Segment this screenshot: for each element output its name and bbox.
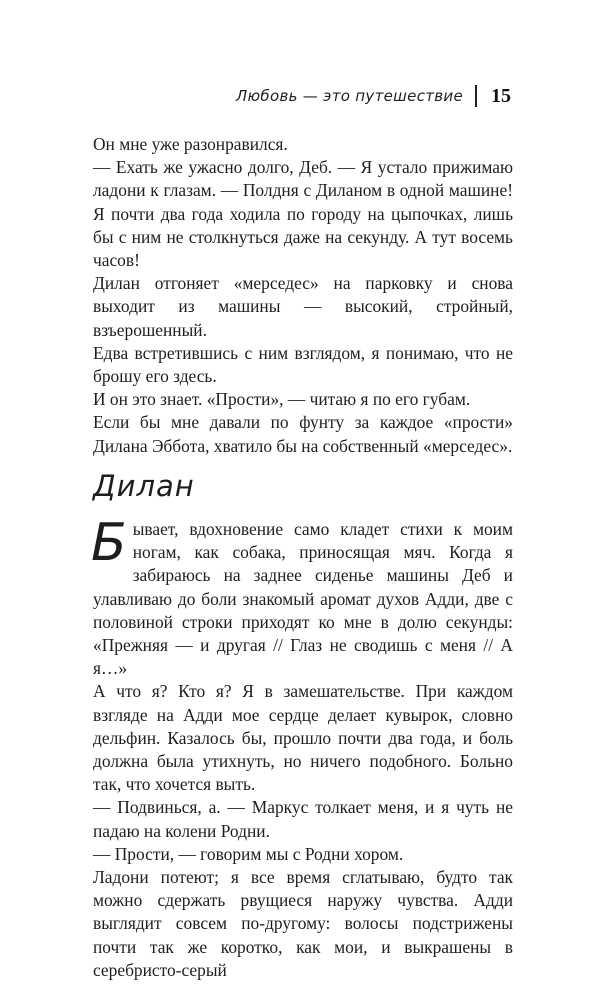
paragraph: А что я? Кто я? Я в замешательстве. При каждом взгляде на Адди мое сердце делает кувырок, словно дельфин. Казалось бы, прошло почти два года, и боль должна была утихнуть, но ничего подобного. Больно так, что хочется выть.: [93, 681, 513, 795]
header-separator: [475, 85, 477, 107]
paragraph: Дилан отгоняет «мерседес» на парковку и снова выходит из машины — высокий, стройный, взъерошенный.: [93, 273, 513, 340]
running-title: Любовь — это путешествие: [235, 87, 463, 105]
running-head: [236, 83, 511, 109]
first-paragraph: [91, 513, 513, 680]
paragraph: Едва встретившись с ним взглядом, я понимаю, что не брошу его здесь.: [93, 342, 513, 387]
paragraph: Он мне уже разонравился.: [93, 134, 288, 154]
drop-cap: Б: [91, 513, 127, 573]
first-paragraph-text: ывает, вдохновение само кладет стихи к моим ногам, как собака, приносящая мяч. Когда я забираюсь на заднее сиденье машины Деб и улавливаю до боли знакомый аромат духов Адди, две с половиной строки приходят ко мне в долю секунды: «Прежняя — и другая // Глаз не сводишь с меня // А я…»: [93, 519, 513, 679]
page-number: 15: [491, 84, 511, 107]
text-block-section: [91, 513, 513, 982]
paragraph: — Ехать же ужасно долго, Деб. — Я устало прижимаю ладони к глазам. — Полдня с Диланом в одной машине! Я почти два года ходила по городу на цыпочках, лишь бы с ним не столкнуться даже на секунду. А тут восемь часов!: [93, 157, 513, 271]
text-block-intro: [93, 133, 513, 458]
paragraph: И он это знает. «Прости», — читаю я по его губам.: [93, 389, 471, 410]
section-heading: Дилан: [93, 469, 195, 503]
paragraph: — Подвинься, а. — Маркус толкает меня, и я чуть не падаю на колени Родни.: [93, 797, 513, 841]
paragraph: — Прости, — говорим мы с Родни хором.: [93, 843, 404, 864]
paragraph: Ладони потеют; я все время сглатываю, будто так можно сдержать рвущиеся наружу чувства. Адди выглядит совсем по-другому: волосы подстрижены почти так же коротко, как мои, и выкрашены в серебристо-серый: [93, 867, 513, 980]
paragraph: Если бы мне давали по фунту за каждое «прости» Дилана Эббота, хватило бы на собственный «мерседес».: [93, 412, 513, 456]
